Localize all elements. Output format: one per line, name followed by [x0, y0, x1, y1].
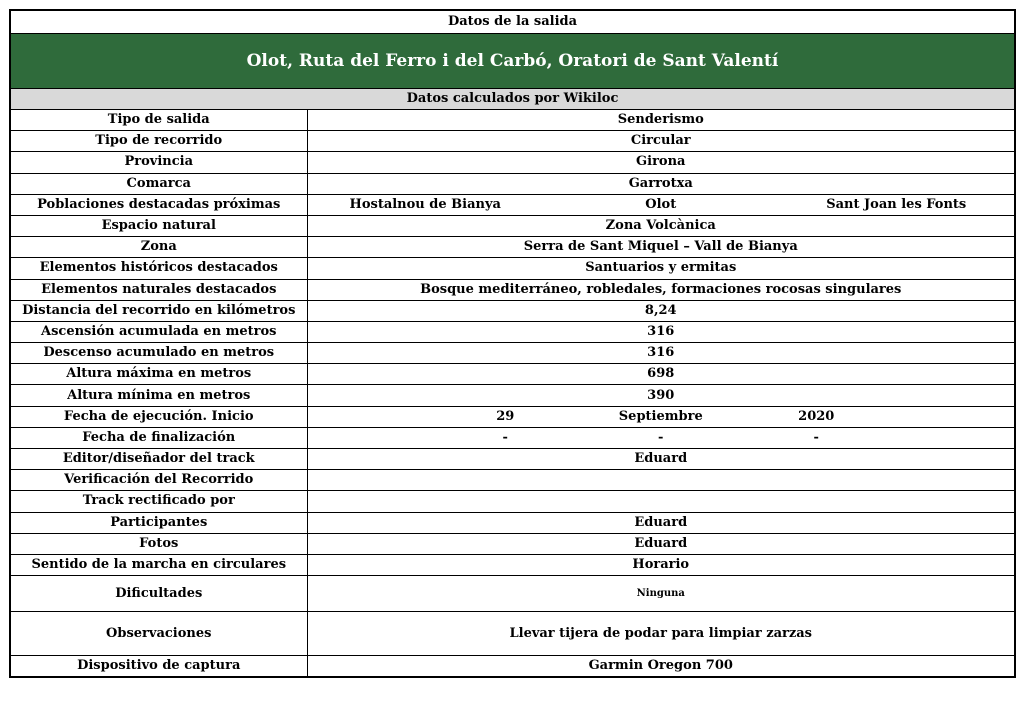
label-zona: Zona [10, 237, 307, 258]
fecha-inicio-dia: 29 [496, 408, 515, 424]
row-sentido [10, 554, 1015, 575]
label-fecha-fin: Fecha de finalización [10, 427, 307, 448]
label-distancia: Distancia del recorrido en kilómetros [10, 300, 307, 321]
value-comarca: Garrotxa [307, 173, 1015, 194]
label-ascension: Ascensión acumulada en metros [10, 321, 307, 342]
label-espacio-natural: Espacio natural [10, 215, 307, 236]
row-dificultades [10, 576, 1015, 612]
row-altura-max [10, 364, 1015, 385]
label-descenso: Descenso acumulado en metros [10, 343, 307, 364]
route-header-row [10, 34, 1015, 89]
row-rectificado [10, 491, 1015, 512]
value-distancia: 8,24 [307, 300, 1015, 321]
value-verificacion [307, 470, 1015, 491]
route-data-table [9, 9, 1016, 678]
value-dificultades: Ninguna [307, 576, 1015, 612]
row-descenso [10, 343, 1015, 364]
label-rectificado: Track rectificado por [10, 491, 307, 512]
value-poblaciones [307, 194, 1015, 215]
value-fotos: Eduard [307, 533, 1015, 554]
label-observaciones: Observaciones [10, 612, 307, 656]
poblacion-3: Sant Joan les Fonts [826, 196, 967, 212]
row-naturales [10, 279, 1015, 300]
value-espacio-natural: Zona Volcànica [307, 215, 1015, 236]
value-altura-min: 390 [307, 385, 1015, 406]
value-rectificado [307, 491, 1015, 512]
value-sentido: Horario [307, 554, 1015, 575]
value-zona: Serra de Sant Miquel – Vall de Bianya [307, 237, 1015, 258]
label-participantes: Participantes [10, 512, 307, 533]
label-tipo-salida: Tipo de salida [10, 110, 307, 131]
fecha-inicio-ano: 2020 [798, 408, 835, 424]
row-distancia [10, 300, 1015, 321]
label-verificacion: Verificación del Recorrido [10, 470, 307, 491]
label-historicos: Elementos históricos destacados [10, 258, 307, 279]
value-observaciones: Llevar tijera de podar para limpiar zarzas [307, 612, 1015, 656]
value-tipo-salida: Senderismo [307, 110, 1015, 131]
row-tipo-recorrido [10, 131, 1015, 152]
fecha-fin-dia: - [502, 429, 508, 445]
label-tipo-recorrido: Tipo de recorrido [10, 131, 307, 152]
poblacion-1: Hostalnou de Bianya [349, 196, 501, 212]
label-dificultades: Dificultades [10, 576, 307, 612]
row-comarca [10, 173, 1015, 194]
label-dispositivo: Dispositivo de captura [10, 656, 307, 678]
value-descenso: 316 [307, 343, 1015, 364]
row-dispositivo [10, 656, 1015, 678]
row-participantes [10, 512, 1015, 533]
row-fecha-inicio [10, 406, 1015, 427]
row-observaciones [10, 612, 1015, 656]
value-dispositivo: Garmin Oregon 700 [307, 656, 1015, 678]
row-ascension [10, 321, 1015, 342]
value-naturales: Bosque mediterráneo, robledales, formaciones rocosas singulares [307, 279, 1015, 300]
label-comarca: Comarca [10, 173, 307, 194]
section-row [10, 89, 1015, 110]
value-tipo-recorrido: Circular [307, 131, 1015, 152]
value-fecha-fin [307, 427, 1015, 448]
label-sentido: Sentido de la marcha en circulares [10, 554, 307, 575]
value-fecha-inicio [307, 406, 1015, 427]
value-participantes: Eduard [307, 512, 1015, 533]
row-provincia [10, 152, 1015, 173]
route-data-sheet [9, 9, 1014, 678]
poblacion-2: Olot [645, 196, 677, 212]
label-fecha-inicio: Fecha de ejecución. Inicio [10, 406, 307, 427]
row-altura-min [10, 385, 1015, 406]
label-altura-max: Altura máxima en metros [10, 364, 307, 385]
row-fecha-fin [10, 427, 1015, 448]
title-row [10, 10, 1015, 34]
row-zona [10, 237, 1015, 258]
row-fotos [10, 533, 1015, 554]
label-naturales: Elementos naturales destacados [10, 279, 307, 300]
sheet-title: Datos de la salida [10, 10, 1015, 34]
fecha-fin-ano: - [813, 429, 819, 445]
label-provincia: Provincia [10, 152, 307, 173]
value-altura-max: 698 [307, 364, 1015, 385]
row-poblaciones [10, 194, 1015, 215]
label-altura-min: Altura mínima en metros [10, 385, 307, 406]
label-poblaciones: Poblaciones destacadas próximas [10, 194, 307, 215]
value-historicos: Santuarios y ermitas [307, 258, 1015, 279]
section-title: Datos calculados por Wikiloc [10, 89, 1015, 110]
value-provincia: Girona [307, 152, 1015, 173]
row-editor [10, 449, 1015, 470]
fecha-fin-mes: - [658, 429, 664, 445]
value-editor: Eduard [307, 449, 1015, 470]
value-ascension: 316 [307, 321, 1015, 342]
row-espacio-natural [10, 215, 1015, 236]
label-editor: Editor/diseñador del track [10, 449, 307, 470]
row-verificacion [10, 470, 1015, 491]
label-fotos: Fotos [10, 533, 307, 554]
fecha-inicio-mes: Septiembre [618, 408, 703, 424]
route-name: Olot, Ruta del Ferro i del Carbó, Oratori de Sant Valentí [10, 34, 1015, 89]
row-tipo-salida [10, 110, 1015, 131]
row-historicos [10, 258, 1015, 279]
